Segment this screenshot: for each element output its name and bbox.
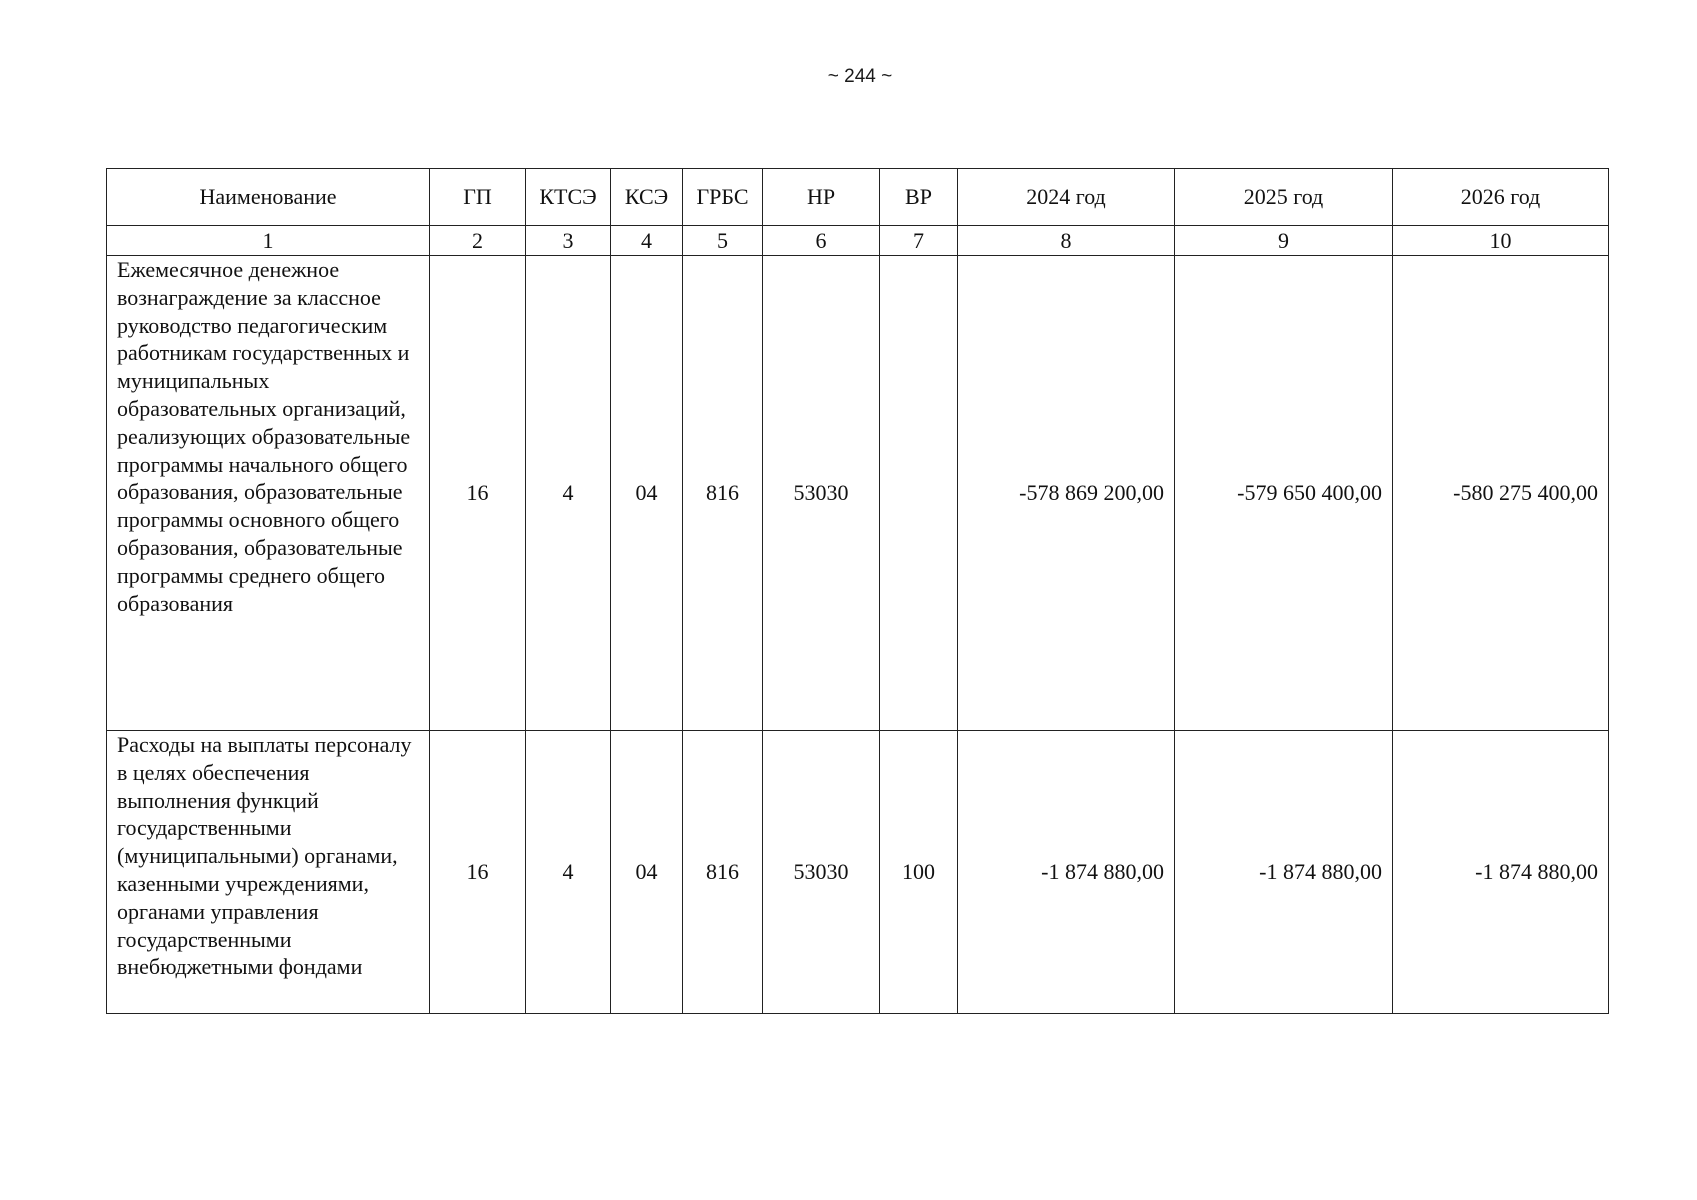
row-amount-2024: -1 874 880,00 (958, 731, 1175, 1014)
row-name: Ежемесячное денежное вознаграждение за классное руководство педагогическим работникам государственных и муниципальных образовательных организаций, реализующих образовательные программы начального общего образования, образовательные программы основного общего образования, образовательные программы среднего общего образования (107, 256, 430, 731)
row-name: Расходы на выплаты персоналу в целях обеспечения выполнения функций государственными (муниципальными) органами, казенными учреждениями, органами управления государственными внебюджетными фондами (107, 731, 430, 1014)
header-2025: 2025 год (1175, 169, 1393, 226)
row-gp: 16 (430, 731, 526, 1014)
row-amount-2025: -579 650 400,00 (1175, 256, 1393, 731)
column-number: 1 (107, 226, 430, 256)
row-vr (880, 256, 958, 731)
header-name: Наименование (107, 169, 430, 226)
row-nr: 53030 (763, 256, 880, 731)
row-amount-2026: -1 874 880,00 (1393, 731, 1609, 1014)
column-number: 10 (1393, 226, 1609, 256)
column-number: 5 (683, 226, 763, 256)
header-gp: ГП (430, 169, 526, 226)
column-number: 6 (763, 226, 880, 256)
row-ktse: 4 (526, 256, 611, 731)
row-grbs: 816 (683, 256, 763, 731)
row-nr: 53030 (763, 731, 880, 1014)
column-number: 8 (958, 226, 1175, 256)
row-amount-2026: -580 275 400,00 (1393, 256, 1609, 731)
table-row (107, 256, 1609, 731)
column-number: 3 (526, 226, 611, 256)
table-header-row (107, 169, 1609, 226)
header-ktse: КТСЭ (526, 169, 611, 226)
row-vr: 100 (880, 731, 958, 1014)
row-amount-2024: -578 869 200,00 (958, 256, 1175, 731)
header-kse: КСЭ (611, 169, 683, 226)
column-number: 4 (611, 226, 683, 256)
header-nr: НР (763, 169, 880, 226)
table-row (107, 731, 1609, 1014)
row-gp: 16 (430, 256, 526, 731)
column-number: 9 (1175, 226, 1393, 256)
header-vr: ВР (880, 169, 958, 226)
column-number: 2 (430, 226, 526, 256)
column-number: 7 (880, 226, 958, 256)
header-2026: 2026 год (1393, 169, 1609, 226)
column-number-row (107, 226, 1609, 256)
budget-table (106, 168, 1609, 1014)
header-grbs: ГРБС (683, 169, 763, 226)
row-ktse: 4 (526, 731, 611, 1014)
row-grbs: 816 (683, 731, 763, 1014)
header-2024: 2024 год (958, 169, 1175, 226)
row-amount-2025: -1 874 880,00 (1175, 731, 1393, 1014)
page-number: ~ 244 ~ (827, 66, 893, 87)
row-kse: 04 (611, 731, 683, 1014)
row-kse: 04 (611, 256, 683, 731)
